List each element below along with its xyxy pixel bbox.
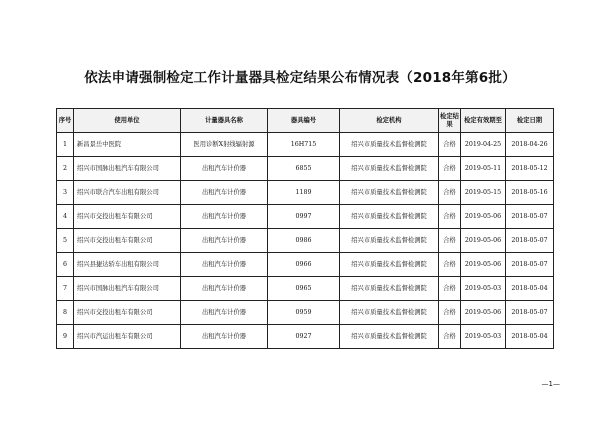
cell-valid-until: 2019-05-06 [461, 301, 506, 325]
cell-unit: 绍兴市国脉出租汽车有限公司 [74, 277, 181, 301]
cell-agency: 绍兴市质量技术监督检测院 [340, 157, 439, 181]
document-title: 依法申请强制检定工作计量器具检定结果公布情况表（2018年第6批） [84, 70, 516, 86]
cell-result: 合格 [439, 205, 461, 229]
cell-date: 2018-05-04 [506, 277, 554, 301]
cell-result: 合格 [439, 181, 461, 205]
cell-valid-until: 2019-05-03 [461, 277, 506, 301]
cell-result: 合格 [439, 253, 461, 277]
header-serial: 器具编号 [268, 109, 340, 133]
cell-agency: 绍兴市质量技术监督检测院 [340, 181, 439, 205]
table-row [57, 253, 554, 277]
cell-agency: 绍兴市质量技术监督检测院 [340, 277, 439, 301]
cell-no: 3 [57, 181, 74, 205]
header-no: 序号 [57, 109, 74, 133]
cell-date: 2018-05-07 [506, 301, 554, 325]
table-row [57, 229, 554, 253]
cell-valid-until: 2019-05-11 [461, 157, 506, 181]
cell-instrument: 出租汽车计价器 [181, 277, 268, 301]
cell-date: 2018-05-12 [506, 157, 554, 181]
cell-serial: 0965 [268, 277, 340, 301]
cell-valid-until: 2019-05-15 [461, 181, 506, 205]
cell-no: 7 [57, 277, 74, 301]
table-row [57, 301, 554, 325]
cell-date: 2018-05-07 [506, 253, 554, 277]
cell-result: 合格 [439, 157, 461, 181]
cell-instrument: 出租汽车计价器 [181, 325, 268, 349]
page-number: —1— [541, 380, 560, 388]
cell-serial: 16H715 [268, 133, 340, 157]
cell-instrument: 出租汽车计价器 [181, 253, 268, 277]
header-unit: 使用单位 [74, 109, 181, 133]
cell-agency: 绍兴市质量技术监督检测院 [340, 133, 439, 157]
cell-date: 2018-05-07 [506, 229, 554, 253]
cell-date: 2018-05-04 [506, 325, 554, 349]
cell-result: 合格 [439, 301, 461, 325]
cell-unit: 绍兴市联合汽车出租有限公司 [74, 181, 181, 205]
cell-valid-until: 2019-04-25 [461, 133, 506, 157]
table-row [57, 157, 554, 181]
cell-valid-until: 2019-05-06 [461, 205, 506, 229]
cell-no: 9 [57, 325, 74, 349]
cell-serial: 6855 [268, 157, 340, 181]
table-row [57, 205, 554, 229]
cell-unit: 绍兴市国脉出租汽车有限公司 [74, 157, 181, 181]
cell-no: 2 [57, 157, 74, 181]
cell-instrument: 出租汽车计价器 [181, 229, 268, 253]
cell-unit: 新昌景岳中医院 [74, 133, 181, 157]
cell-agency: 绍兴市质量技术监督检测院 [340, 301, 439, 325]
cell-no: 4 [57, 205, 74, 229]
cell-no: 1 [57, 133, 74, 157]
cell-no: 6 [57, 253, 74, 277]
cell-no: 5 [57, 229, 74, 253]
header-agency: 检定机构 [340, 109, 439, 133]
cell-unit: 绍兴市汽运出租车有限公司 [74, 325, 181, 349]
cell-valid-until: 2019-05-03 [461, 325, 506, 349]
cell-instrument: 医用诊断X射线辐射源 [181, 133, 268, 157]
cell-serial: 1189 [268, 181, 340, 205]
cell-instrument: 出租汽车计价器 [181, 181, 268, 205]
cell-instrument: 出租汽车计价器 [181, 157, 268, 181]
header-result: 检定结果 [439, 109, 461, 133]
cell-valid-until: 2019-05-06 [461, 229, 506, 253]
header-instrument: 计量器具名称 [181, 109, 268, 133]
cell-serial: 0986 [268, 229, 340, 253]
results-table [56, 108, 554, 349]
cell-result: 合格 [439, 277, 461, 301]
cell-unit: 绍兴市交投出租车有限公司 [74, 205, 181, 229]
table-row [57, 325, 554, 349]
table-header-row [57, 109, 554, 133]
cell-serial: 0927 [268, 325, 340, 349]
cell-agency: 绍兴市质量技术监督检测院 [340, 205, 439, 229]
cell-instrument: 出租汽车计价器 [181, 205, 268, 229]
cell-unit: 绍兴县捷达轿车出租有限公司 [74, 253, 181, 277]
cell-serial: 0997 [268, 205, 340, 229]
cell-serial: 0966 [268, 253, 340, 277]
cell-no: 8 [57, 301, 74, 325]
header-date: 检定日期 [506, 109, 554, 133]
cell-date: 2018-05-16 [506, 181, 554, 205]
cell-agency: 绍兴市质量技术监督检测院 [340, 325, 439, 349]
cell-unit: 绍兴市交投出租车有限公司 [74, 301, 181, 325]
cell-date: 2018-04-26 [506, 133, 554, 157]
cell-result: 合格 [439, 133, 461, 157]
cell-result: 合格 [439, 229, 461, 253]
cell-date: 2018-05-07 [506, 205, 554, 229]
header-valid-until: 检定有效期至 [461, 109, 506, 133]
cell-serial: 0959 [268, 301, 340, 325]
cell-instrument: 出租汽车计价器 [181, 301, 268, 325]
cell-result: 合格 [439, 325, 461, 349]
cell-agency: 绍兴市质量技术监督检测院 [340, 229, 439, 253]
cell-valid-until: 2019-05-06 [461, 253, 506, 277]
cell-unit: 绍兴市交投出租车有限公司 [74, 229, 181, 253]
cell-agency: 绍兴市质量技术监督检测院 [340, 253, 439, 277]
table-row [57, 133, 554, 157]
table-row [57, 277, 554, 301]
table-row [57, 181, 554, 205]
